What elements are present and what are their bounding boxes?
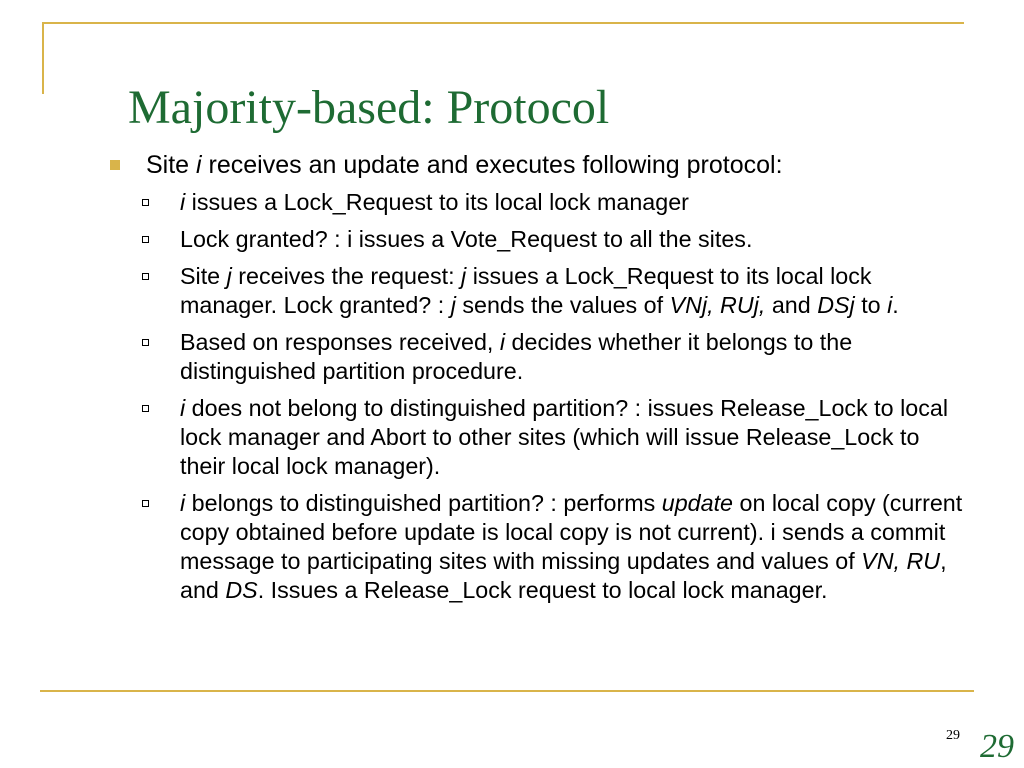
hollow-square-bullet-icon (142, 500, 149, 507)
square-bullet-icon (110, 160, 120, 170)
hollow-square-bullet-icon (142, 339, 149, 346)
slide-title: Majority-based: Protocol (128, 81, 610, 134)
hollow-square-bullet-icon (142, 199, 149, 206)
page-number-small: 29 (946, 728, 960, 743)
hollow-square-bullet-icon (142, 273, 149, 280)
top-frame-line (42, 22, 964, 24)
main-bullet: Site i receives an update and executes following protocol: (110, 150, 970, 180)
sub-bullet-4: Based on responses received, i decides whether it belongs to the distinguished partition procedure. (180, 328, 970, 386)
slide-content (110, 150, 970, 613)
page-number-large: 29 (980, 728, 1014, 765)
sub-bullet-3: Site j receives the request: j issues a Lock_Request to its local lock manager. Lock granted? : j sends the values of VNj, RUj, and DSj to i. (180, 262, 970, 320)
sub-bullet-5: i does not belong to distinguished partition? : issues Release_Lock to local lock manager and Abort to other sites (which will issue Release_Lock to their local lock manager). (180, 394, 970, 481)
hollow-square-bullet-icon (142, 236, 149, 243)
hollow-square-bullet-icon (142, 405, 149, 412)
left-frame-line (42, 22, 44, 94)
sub-bullet-1: i issues a Lock_Request to its local lock manager (180, 188, 970, 217)
footer-line (40, 690, 974, 692)
sub-bullet-2: Lock granted? : i issues a Vote_Request to all the sites. (180, 225, 970, 254)
sub-bullet-6: i belongs to distinguished partition? : performs update on local copy (current copy obtained before update is local copy is not current). i sends a commit message to participating sites with missing updates and values of VN, RU, and DS. Issues a Release_Lock request to local lock manager. (180, 489, 970, 605)
